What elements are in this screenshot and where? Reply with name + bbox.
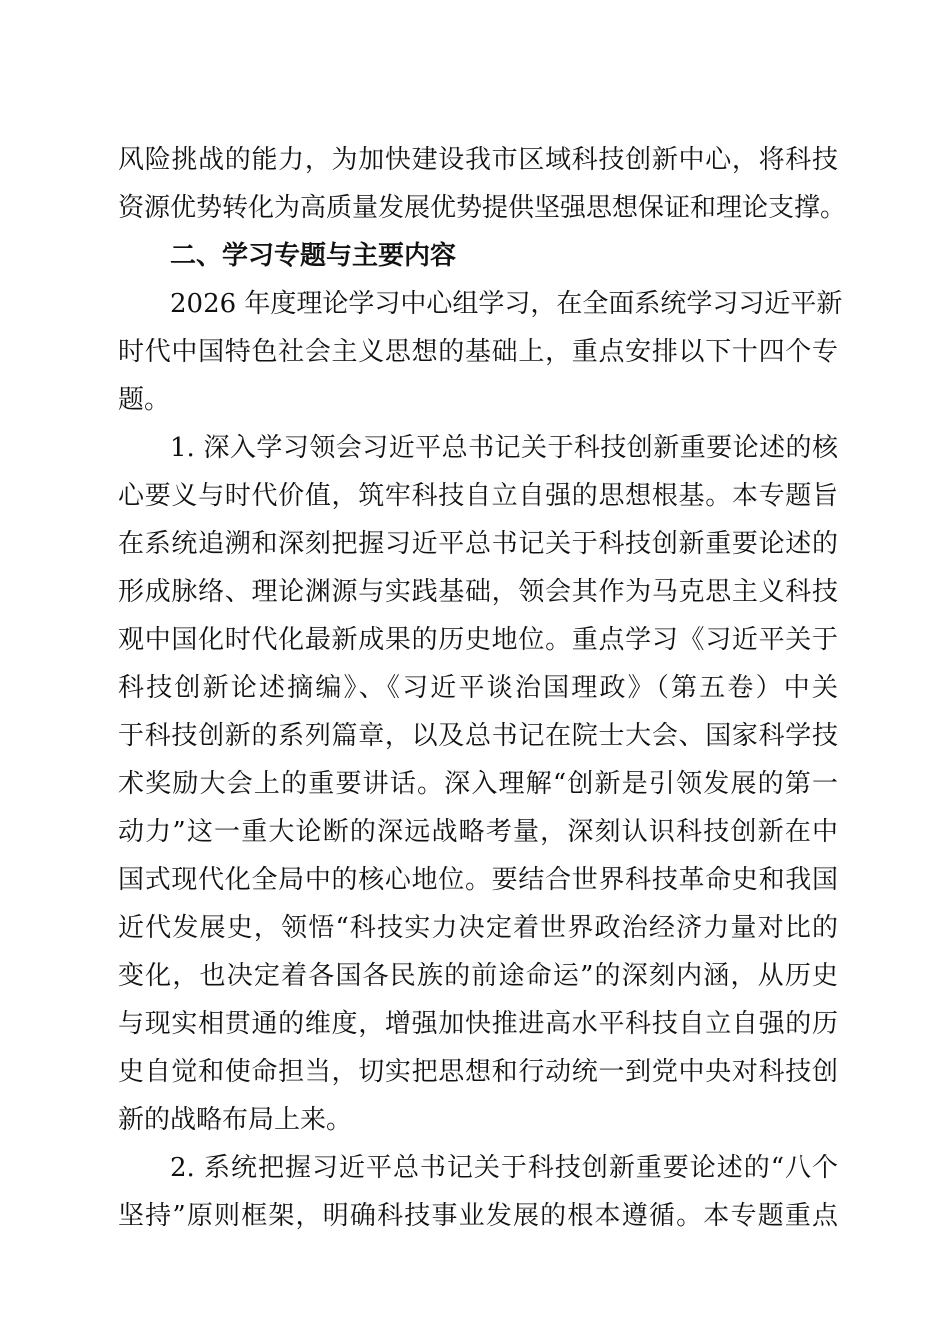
paragraph-line: 在系统追溯和深刻把握习近平总书记关于科技创新重要论述的 — [118, 529, 838, 559]
paragraph-line: 动力”这一重大论断的深远战略考量，深刻认识科技创新在中 — [118, 817, 838, 847]
paragraph-line: 题。 — [118, 385, 171, 415]
paragraph-line: 与现实相贯通的维度，增强加快推进高水平科技自立自强的历 — [118, 1009, 838, 1039]
paragraph-line: 风险挑战的能力，为加快建设我市区域科技创新中心，将科技 — [118, 145, 838, 175]
paragraph-line: 于科技创新的系列篇章，以及总书记在院士大会、国家科学技 — [118, 721, 838, 751]
paragraph-line: 史自觉和使命担当，切实把思想和行动统一到党中央对科技创 — [118, 1057, 838, 1087]
paragraph-line: 科技创新论述摘编》、《习近平谈治国理政》（第五卷）中关 — [118, 673, 838, 703]
paragraph-line: 近代发展史，领悟“科技实力决定着世界政治经济力量对比的 — [118, 913, 838, 943]
paragraph-line: 形成脉络、理论渊源与实践基础，领会其作为马克思主义科技 — [118, 577, 838, 607]
paragraph-line: 变化，也决定着各国各民族的前途命运”的深刻内涵，从历史 — [118, 961, 838, 991]
paragraph-line: 2026 年度理论学习中心组学习，在全面系统学习习近平新 — [170, 289, 843, 319]
paragraph-line: 坚持”原则框架，明确科技事业发展的根本遵循。本专题重点 — [118, 1201, 838, 1231]
paragraph-line: 观中国化时代化最新成果的历史地位。重点学习《习近平关于 — [118, 625, 838, 655]
paragraph-line: 2. 系统把握习近平总书记关于科技创新重要论述的“八个 — [170, 1153, 838, 1183]
paragraph-line: 资源优势转化为高质量发展优势提供坚强思想保证和理论支撑。 — [118, 193, 847, 223]
paragraph-line: 术奖励大会上的重要讲话。深入理解“创新是引领发展的第一 — [118, 769, 838, 799]
section-heading: 二、学习专题与主要内容 — [170, 241, 457, 271]
paragraph-line: 新的战略布局上来。 — [118, 1105, 353, 1135]
paragraph-line: 时代中国特色社会主义思想的基础上，重点安排以下十四个专 — [118, 337, 838, 367]
paragraph-line: 1. 深入学习领会习近平总书记关于科技创新重要论述的核 — [170, 433, 838, 463]
paragraph-line: 国式现代化全局中的核心地位。要结合世界科技革命史和我国 — [118, 865, 838, 895]
paragraph-line: 心要义与时代价值，筑牢科技自立自强的思想根基。本专题旨 — [118, 481, 838, 511]
